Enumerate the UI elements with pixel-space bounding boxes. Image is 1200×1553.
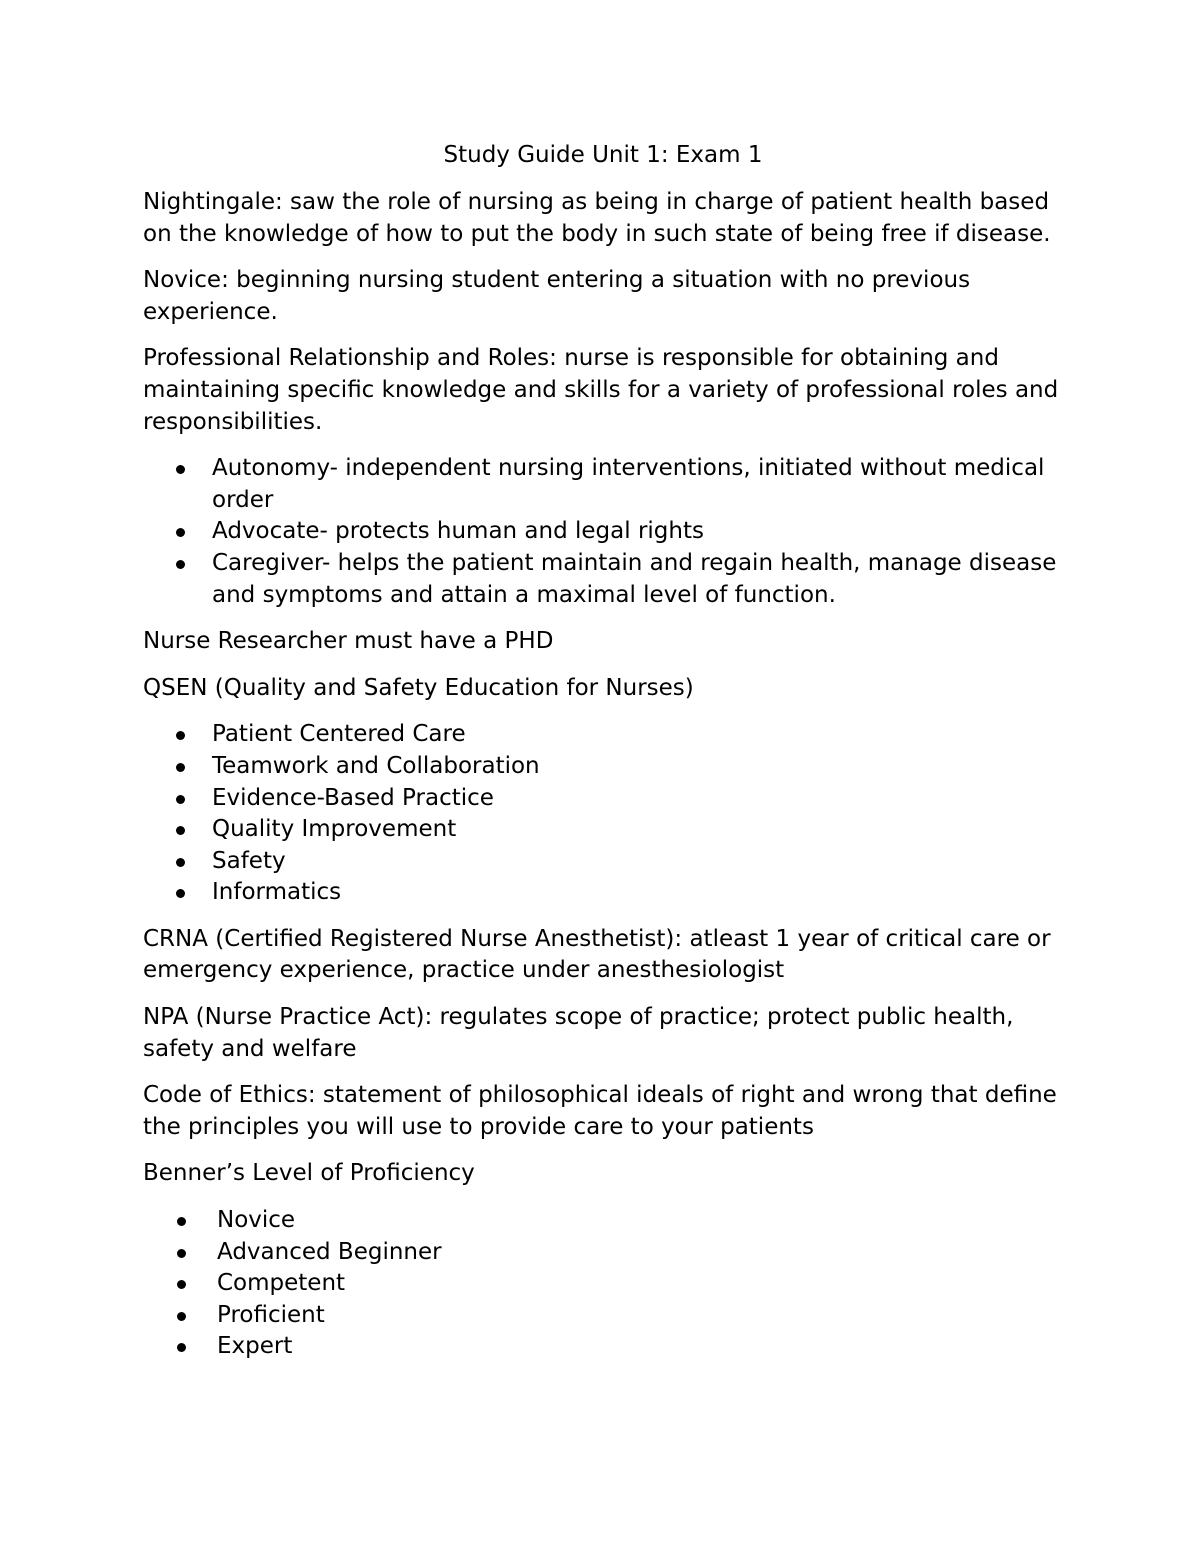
list-item [143, 846, 1063, 878]
bullet-icon [176, 795, 185, 804]
list-item-text: Proficient [217, 1301, 325, 1328]
list-item-text: Caregiver- helps the patient maintain and regain health, manage disease and symptoms and attain a maximal level of function. [212, 549, 1057, 608]
list-item-text: Patient Centered Care [212, 721, 466, 748]
qsen-heading: QSEN (Quality and Safety Education for Nurses) [143, 674, 694, 701]
list-item-text: Teamwork and Collaboration [212, 752, 540, 779]
list-item-text: Quality Improvement [212, 816, 457, 843]
bullet-icon [176, 465, 185, 474]
novice-paragraph: Novice: beginning nursing student entering a situation with no previous experience. [143, 267, 971, 325]
list-item-text: Competent [217, 1270, 346, 1297]
list-item [143, 1300, 1063, 1332]
bullet-icon [177, 1280, 186, 1289]
bullet-icon [176, 889, 185, 898]
list-item [143, 783, 1063, 815]
bullet-icon [176, 528, 185, 537]
list-item [143, 719, 1063, 751]
benner-heading: Benner’s Level of Proficiency [143, 1160, 475, 1187]
list-item [143, 516, 1063, 548]
roles-list [143, 453, 1063, 611]
list-item-text: Expert [217, 1333, 293, 1360]
list-item-text: Autonomy- independent nursing interventions, initiated without medical order [212, 455, 1045, 513]
npa-paragraph: NPA (Nurse Practice Act): regulates scope of practice; protect public health, safety and welfare [143, 1004, 1014, 1062]
list-item [143, 1331, 1063, 1363]
bullet-icon [176, 763, 185, 772]
bullet-icon [177, 1343, 186, 1352]
list-item [143, 1237, 1063, 1269]
list-item [143, 453, 1063, 516]
bullet-icon [177, 1217, 186, 1226]
qsen-list [143, 719, 1063, 909]
bullet-icon [176, 858, 185, 867]
list-item-text: Evidence-Based Practice [212, 784, 494, 811]
document-page [143, 138, 1063, 1378]
document-title: Study Guide Unit 1: Exam 1 [443, 142, 763, 168]
list-item-text: Safety [212, 847, 286, 874]
bullet-icon [176, 731, 185, 740]
bullet-icon [176, 826, 185, 835]
list-item [143, 814, 1063, 846]
benner-list [143, 1205, 1063, 1363]
list-item [143, 1205, 1063, 1237]
professional-roles-paragraph: Professional Relationship and Roles: nurse is responsible for obtaining and maintaining specific knowledge and skills for a variety of professional roles and responsibilities. [143, 345, 1059, 435]
researcher-paragraph: Nurse Researcher must have a PHD [143, 628, 554, 655]
list-item [143, 751, 1063, 783]
list-item-text: Advanced Beginner [217, 1238, 442, 1265]
list-item-text: Informatics [212, 879, 342, 906]
bullet-icon [177, 1312, 186, 1321]
list-item [143, 877, 1063, 909]
list-item [143, 548, 1063, 611]
list-item [143, 1268, 1063, 1300]
bullet-icon [176, 560, 185, 569]
ethics-paragraph: Code of Ethics: statement of philosophical ideals of right and wrong that define the principles you will use to provide care to your patients [143, 1082, 1057, 1140]
crna-paragraph: CRNA (Certified Registered Nurse Anesthetist): atleast 1 year of critical care or emergency experience, practice under anesthesiologist [143, 925, 1051, 984]
bullet-icon [177, 1249, 186, 1258]
list-item-text: Advocate- protects human and legal rights [212, 518, 704, 545]
list-item-text: Novice [217, 1207, 296, 1234]
nightingale-paragraph: Nightingale: saw the role of nursing as being in charge of patient health based on the knowledge of how to put the body in such state of being free if disease. [143, 189, 1051, 247]
